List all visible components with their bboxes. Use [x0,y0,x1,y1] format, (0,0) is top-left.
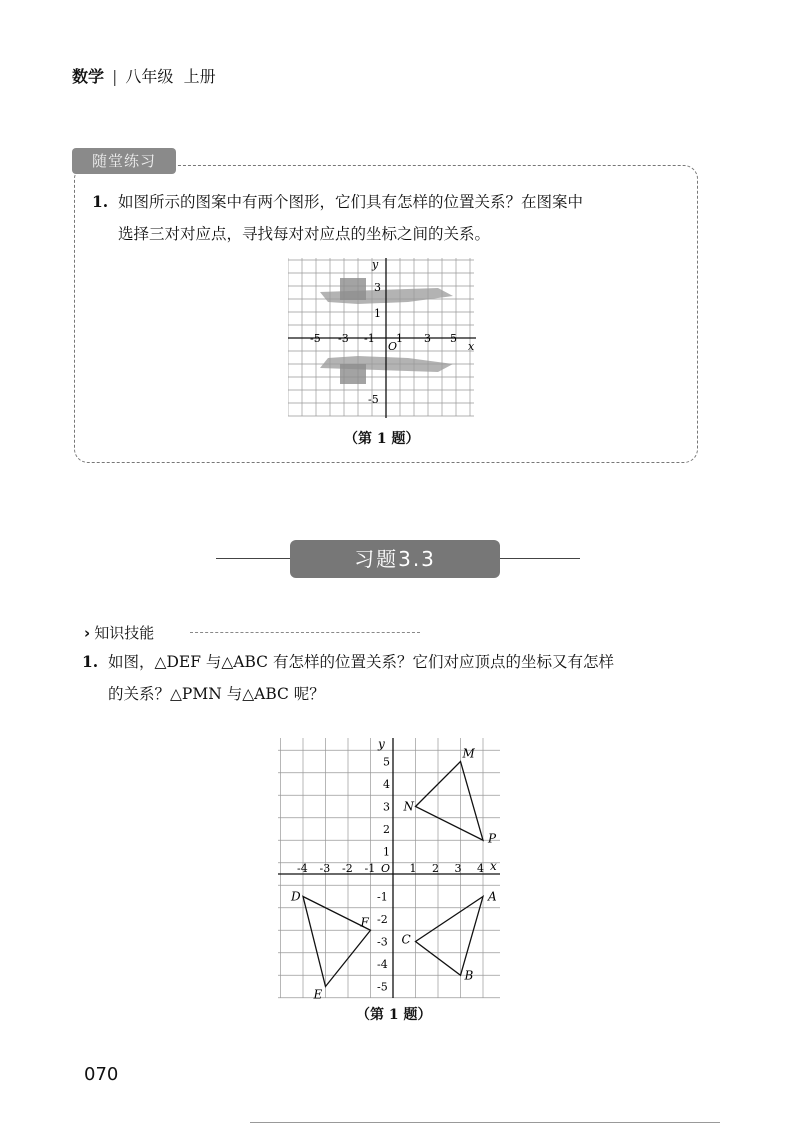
fig1-x-tick: -5 [310,332,321,345]
triangle-mnp [416,762,484,841]
exercise-question-text: 如图，△DEF 与△ABC 有怎样的位置关系？它们对应顶点的坐标又有怎样 [108,653,614,671]
figure-2-caption: （第 1 题） [356,1007,432,1023]
vertex-label-n: N [403,799,414,814]
figure-2-coordinate-plane [278,736,502,1000]
fig2-x-tick-label: -2 [342,862,353,875]
figure-1-pattern [288,258,478,418]
fig2-x-tick-label: 3 [454,862,462,875]
fig2-x-tick-label: -1 [364,862,376,875]
figure-1-caption: （第 1 题） [344,431,420,447]
fig2-y-tick-label: -4 [377,958,388,971]
fig2-y-tick-label: -1 [377,890,388,904]
fig2-x-tick-label: O [381,862,391,875]
vertex-label-c: C [401,932,411,947]
fig1-y-tick: 3 [374,281,381,294]
fig1-x-axis-label: x [468,340,475,353]
fig2-y-tick-label: -2 [377,913,388,926]
chevron-right-icon: › [84,624,91,642]
practice-question-text-2: 选择三对对应点，寻找每对对应点的坐标之间的关系。 [118,225,491,243]
vertex-label-f: F [360,915,369,930]
fig1-origin: O [388,340,398,353]
fig1-x-tick: 3 [424,332,431,345]
subject-label: 数学 [72,67,105,86]
question-number: 1. [92,192,109,211]
fig2-y-tick-label: -3 [377,935,388,949]
fig2-x-axis-label: x [490,859,497,873]
fig1-y-axis-label: y [372,258,379,271]
vertex-label-p: P [488,831,497,846]
fig2-x-tick-label: 4 [477,862,484,875]
exercise-section-banner: 习题3.3 [290,540,500,578]
fig2-y-tick-label: -5 [377,980,388,994]
fig2-y-tick-label: 1 [383,845,390,859]
heading-dotted-rule [190,632,420,633]
banner-rule-left [216,558,292,559]
exercise-question-text-2: 的关系？△PMN 与△ABC 呢？ [108,685,325,703]
question-number: 1. [82,652,99,671]
bottom-rule [250,1122,720,1123]
practice-question-text: 如图所示的图案中有两个图形，它们具有怎样的位置关系？在图案中 [118,193,584,211]
fig1-x-tick: 1 [396,332,403,345]
vertex-label-d: D [291,889,301,904]
grade-label: 八年级 [125,67,174,86]
fig1-x-tick: -1 [364,332,375,345]
running-header: 数学 | 八年级 上册 [72,67,216,86]
vertex-label-e: E [313,987,323,1000]
banner-rule-right [498,558,580,559]
fig1-y-tick: -5 [368,393,379,406]
fig2-y-tick-label: 2 [383,823,390,836]
fig1-x-tick: -3 [338,332,349,345]
fig1-x-tick: 5 [450,332,457,345]
exercise-question-line [82,650,614,672]
vertex-label-b: B [464,968,474,983]
vertex-label-a: A [488,889,497,904]
fig2-x-tick-label: 2 [432,862,439,875]
fig2-y-axis-label: y [378,737,385,751]
triangle-abc [416,897,484,976]
triangle-def [303,897,371,987]
knowledge-skills-label: 知识技能 [94,624,155,642]
fig1-y-tick: 1 [374,307,381,320]
fig2-y-tick-label: 5 [383,755,390,769]
volume-label: 上册 [183,67,216,86]
practice-question-line [92,190,583,212]
vertex-label-m: M [462,746,475,761]
page-number: 070 [84,1064,119,1085]
fig2-x-tick-label: 1 [409,862,417,875]
practice-tag: 随堂练习 [72,148,176,174]
fig2-y-tick-label: 3 [383,800,390,814]
fig2-x-tick-label: -3 [319,862,331,875]
fig2-y-tick-label: 4 [383,778,390,791]
fig2-x-tick-label: -4 [297,862,308,875]
knowledge-skills-heading [84,622,154,643]
